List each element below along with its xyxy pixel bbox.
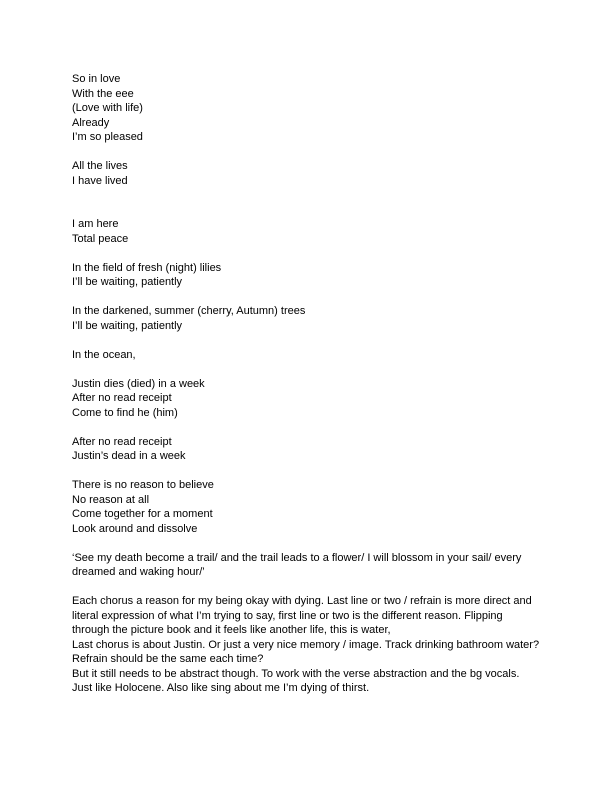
note-paragraph: Just like Holocene. Also like sing about me I’m dying of thirst.: [72, 682, 370, 694]
lyric-line: In the ocean,: [72, 348, 136, 361]
stanza-2: [72, 159, 542, 188]
stanza-8: [72, 435, 542, 464]
lyric-line: In the darkened, summer (cherry, Autumn) trees: [72, 305, 306, 317]
lyric-line: Justin’s dead in a week: [72, 450, 186, 462]
lyric-line: Come to find he (him): [72, 406, 178, 419]
lyric-line: In the field of fresh (night) lilies: [72, 261, 222, 274]
stanza-1: [72, 72, 542, 145]
stanza-6: [72, 348, 542, 363]
lyric-line: (Love with life): [72, 102, 143, 114]
stanza-5: [72, 304, 542, 333]
lyric-line: Look around and dissolve: [72, 522, 198, 535]
stanza-4: [72, 261, 542, 290]
lyric-line: I’ll be waiting, patiently: [72, 319, 183, 332]
document-body: [72, 72, 542, 710]
stanza-7: [72, 377, 542, 421]
quote-block: [72, 551, 542, 580]
note-paragraph: Each chorus a reason for my being okay with dying. Last line or two / refrain is more direct and literal expression of what I’m trying to say, first line or two is the different reason. Flipping through the picture book and it feels like another life, this is water,: [72, 595, 532, 636]
lyric-line: No reason at all: [72, 493, 150, 506]
lyric-line: I’m so pleased: [72, 131, 143, 143]
lyric-line: I have lived: [72, 174, 128, 187]
lyric-line: Justin dies (died) in a week: [72, 377, 205, 390]
lyric-line: So in love: [72, 73, 121, 85]
notes-block: [72, 594, 542, 696]
lyric-line: Already: [72, 116, 110, 129]
lyric-line: All the lives: [72, 160, 128, 172]
stanza-3: [72, 217, 542, 246]
lyric-line: I’ll be waiting, patiently: [72, 276, 183, 288]
note-paragraph: But it still needs to be abstract though. To work with the verse abstraction and the bg vocals.: [72, 667, 520, 680]
note-paragraph: Last chorus is about Justin. Or just a very nice memory / image. Track drinking bathroom water? Refrain should be the same each time?: [72, 638, 540, 665]
lyric-line: After no read receipt: [72, 435, 172, 448]
lyric-line: There is no reason to believe: [72, 479, 214, 491]
lyric-line: I am here: [72, 218, 119, 230]
stanza-9: [72, 478, 542, 536]
quote-text: ‘See my death become a trail/ and the trail leads to a flower/ I will blossom in your sail/ every dreamed and waking hour/’: [72, 551, 522, 578]
lyric-line: After no read receipt: [72, 392, 172, 404]
lyric-line: Total peace: [72, 232, 129, 245]
lyric-line: Come together for a moment: [72, 508, 213, 520]
lyric-line: With the eee: [72, 87, 134, 100]
